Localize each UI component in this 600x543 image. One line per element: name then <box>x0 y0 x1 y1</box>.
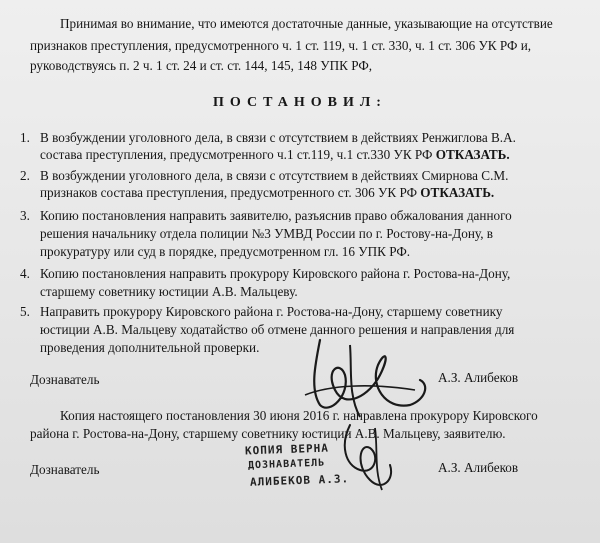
signoff2-role: Дознаватель <box>30 462 100 477</box>
item-3-line-2: решения начальнику отдела полиции №3 УМВД России по г. Ростову-на-Дону, в <box>40 226 494 241</box>
signature-graphic <box>290 335 440 425</box>
item-1-line-1: В возбуждении уголовного дела, в связи с отсутствием в действиях Ренжиглова В.А. <box>40 130 516 145</box>
item-4-number: 4. <box>20 266 30 281</box>
heading-postanovil: ПОСТАНОВИЛ: <box>213 95 387 110</box>
item-4-line-1: Копию постановления направить прокурору Кировского района г. Ростова-на-Дону, <box>40 266 511 281</box>
item-1-line-2: состава преступления, предусмотренного ч.1 ст.119, ч.1 ст.330 УК РФ ОТКАЗАТЬ. <box>40 147 510 162</box>
refuse-label: ОТКАЗАТЬ. <box>420 185 495 200</box>
item-4-line-2: старшему советнику юстиции А.В. Мальцеву. <box>40 284 298 299</box>
item-5-line-3: проведения дополнительной проверки. <box>40 340 260 355</box>
item-3-number: 3. <box>20 208 30 223</box>
item-5-line-2: юстиции А.В. Мальцеву ходатайство об отмене данного решения и направления для <box>40 322 515 337</box>
item-1-number: 1. <box>20 130 30 145</box>
copy-note-line-2: района г. Ростова-на-Дону, старшему советнику юстиции А.В. Мальцеву, заявителю. <box>30 426 506 441</box>
stamp-line-3: АЛИБЕКОВ А.З. <box>249 472 350 489</box>
copy-note-line-1: Копия настоящего постановления 30 июня 2016 г. направлена прокурору Кировского <box>60 408 538 423</box>
signoff2-name: А.З. Алибеков <box>438 460 519 475</box>
item-5-number: 5. <box>20 304 30 319</box>
signoff-name: А.З. Алибеков <box>438 370 519 385</box>
intro-line-2: признаков преступления, предусмотренного ч. 1 ст. 119, ч. 1 ст. 330, ч. 1 ст. 306 УК РФ и, <box>30 38 532 53</box>
item-2-line-1: В возбуждении уголовного дела, в связи с отсутствием в действиях Смирнова С.М. <box>40 168 509 183</box>
intro-line-3: руководствуясь п. 2 ч. 1 ст. 24 и ст. ст. 144, 145, 148 УПК РФ, <box>30 58 373 73</box>
intro-line-1: Принимая во внимание, что имеются достаточные данные, указывающие на отсутствие <box>60 16 553 31</box>
refuse-label: ОТКАЗАТЬ. <box>435 147 510 162</box>
item-2-number: 2. <box>20 168 30 183</box>
signoff-role: Дознаватель <box>30 372 100 387</box>
stamp-line-2: ДОЗНАВАТЕЛЬ <box>247 457 326 472</box>
signature-graphic-2 <box>330 420 410 495</box>
item-3-line-1: Копию постановления направить заявителю, разъяснив право обжалования данного <box>40 208 512 223</box>
item-2-line-2: признаков состава преступления, предусмотренного ст. 306 УК РФ ОТКАЗАТЬ. <box>40 185 495 200</box>
item-5-line-1: Направить прокурору Кировского района г. Ростова-на-Дону, старшему советнику <box>40 304 503 319</box>
stamp-line-1: КОПИЯ ВЕРНА <box>244 441 330 458</box>
item-3-line-3: прокуратуру или суд в порядке, предусмотренном гл. 16 УПК РФ. <box>40 244 411 259</box>
